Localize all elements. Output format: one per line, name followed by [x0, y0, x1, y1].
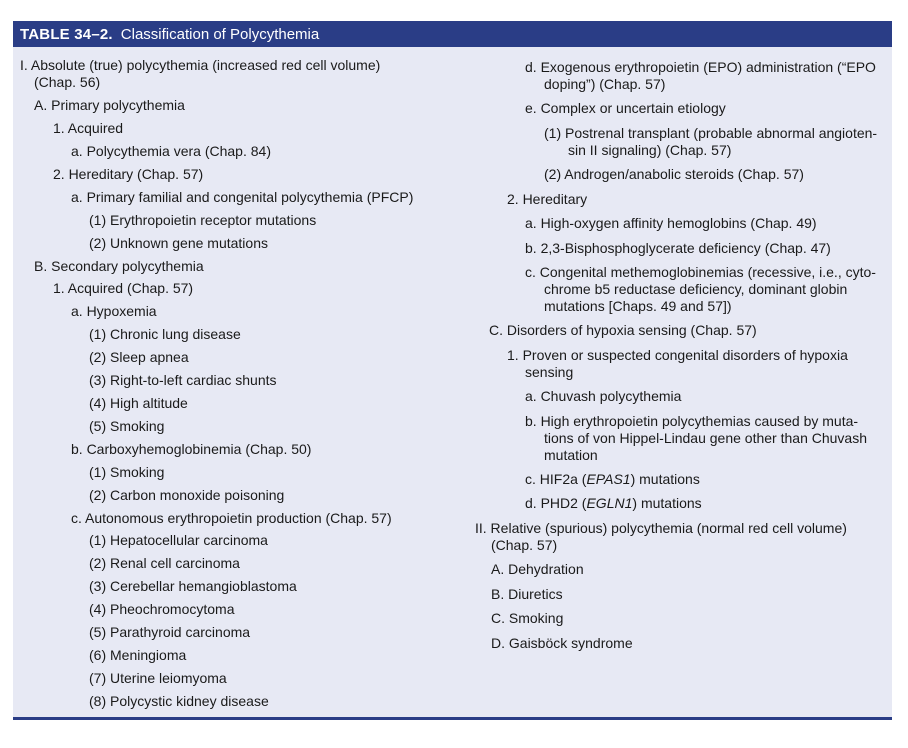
- outline-item: (2) Androgen/anabolic steroids (Chap. 57): [544, 166, 804, 182]
- outline-item: b. Carboxyhemoglobinemia (Chap. 50): [71, 441, 312, 457]
- outline-item: (2) Carbon monoxide poisoning: [89, 487, 285, 503]
- outline-item: (5) Smoking: [89, 418, 165, 434]
- outline-item: C. Disorders of hypoxia sensing (Chap. 57): [489, 322, 757, 338]
- outline-item: a. Primary familial and congenital polycythemia (PFCP): [71, 189, 414, 205]
- outline-item: (2) Unknown gene mutations: [89, 235, 268, 251]
- outline-item: (1) Postrenal transplant (probable abnormal angioten-: [544, 125, 878, 141]
- outline-item: mutation: [544, 447, 598, 463]
- outline-item: a. Chuvash polycythemia: [525, 388, 682, 404]
- outline-item: (4) Pheochromocytoma: [89, 601, 235, 617]
- outline-item: B. Diuretics: [491, 586, 563, 602]
- outline-item: A. Primary polycythemia: [34, 97, 185, 113]
- outline-item: 1. Proven or suspected congenital disorders of hypoxia: [507, 347, 848, 363]
- outline-item: d. Exogenous erythropoietin (EPO) administration (“EPO: [525, 59, 876, 75]
- outline-item: tions of von Hippel-Lindau gene other than Chuvash: [544, 430, 867, 446]
- outline-item: (Chap. 56): [34, 74, 101, 90]
- outline-item: (7) Uterine leiomyoma: [89, 670, 227, 686]
- outline-item: c. HIF2a (EPAS1) mutations: [525, 471, 700, 487]
- outline-item: I. Absolute (true) polycythemia (increased red cell volume): [20, 57, 381, 73]
- table-title-bar: [13, 21, 892, 47]
- outline-item: sensing: [525, 364, 574, 380]
- outline-item: b. High erythropoietin polycythemias caused by muta-: [525, 413, 859, 429]
- outline-item: (2) Sleep apnea: [89, 349, 189, 365]
- outline-item: A. Dehydration: [491, 561, 584, 577]
- outline-item: a. High-oxygen affinity hemoglobins (Chap. 49): [525, 215, 817, 231]
- outline-item: c. Autonomous erythropoietin production (Chap. 57): [71, 510, 392, 526]
- outline-item: C. Smoking: [491, 610, 564, 626]
- outline-item: (1) Chronic lung disease: [89, 326, 241, 342]
- outline-item: (8) Polycystic kidney disease: [89, 693, 269, 709]
- outline-item: (4) High altitude: [89, 395, 188, 411]
- outline-item: D. Gaisböck syndrome: [491, 635, 633, 651]
- outline-item: (3) Right-to-left cardiac shunts: [89, 372, 277, 388]
- outline-item: (1) Hepatocellular carcinoma: [89, 532, 268, 548]
- bottom-rule: [13, 717, 892, 720]
- outline-item: (6) Meningioma: [89, 647, 187, 663]
- outline-item: d. PHD2 (EGLN1) mutations: [525, 495, 702, 511]
- outline-item: doping”) (Chap. 57): [544, 76, 666, 92]
- outline-item: c. Congenital methemoglobinemias (recessive, i.e., cyto-: [525, 264, 876, 280]
- outline-item: (5) Parathyroid carcinoma: [89, 624, 251, 640]
- outline-item: a. Polycythemia vera (Chap. 84): [71, 143, 271, 159]
- outline-item: (Chap. 57): [491, 537, 558, 553]
- outline-item: 1. Acquired (Chap. 57): [53, 280, 194, 296]
- classification-table: [13, 21, 892, 720]
- outline-item: chrome b5 reductase deficiency, dominant globin: [544, 281, 848, 297]
- outline-item: II. Relative (spurious) polycythemia (normal red cell volume): [475, 520, 847, 536]
- outline-item: B. Secondary polycythemia: [34, 258, 204, 274]
- outline-item: 2. Hereditary: [507, 191, 588, 207]
- outline-item: a. Hypoxemia: [71, 303, 157, 319]
- outline-item: (3) Cerebellar hemangioblastoma: [89, 578, 297, 594]
- outline-item: e. Complex or uncertain etiology: [525, 100, 726, 116]
- outline-item: (2) Renal cell carcinoma: [89, 555, 240, 571]
- table-title: Classification of Polycythemia: [120, 25, 320, 43]
- table-number: TABLE 34–2.: [20, 25, 113, 43]
- outline-item: (1) Erythropoietin receptor mutations: [89, 212, 317, 228]
- outline-item: 1. Acquired: [53, 120, 124, 136]
- outline-item: mutations [Chaps. 49 and 57]): [544, 298, 732, 314]
- outline-item: 2. Hereditary (Chap. 57): [53, 166, 204, 182]
- outline-item: b. 2,3-Bisphosphoglycerate deficiency (Chap. 47): [525, 240, 831, 256]
- outline-item: sin II signaling) (Chap. 57): [568, 142, 732, 158]
- outline-item: (1) Smoking: [89, 464, 165, 480]
